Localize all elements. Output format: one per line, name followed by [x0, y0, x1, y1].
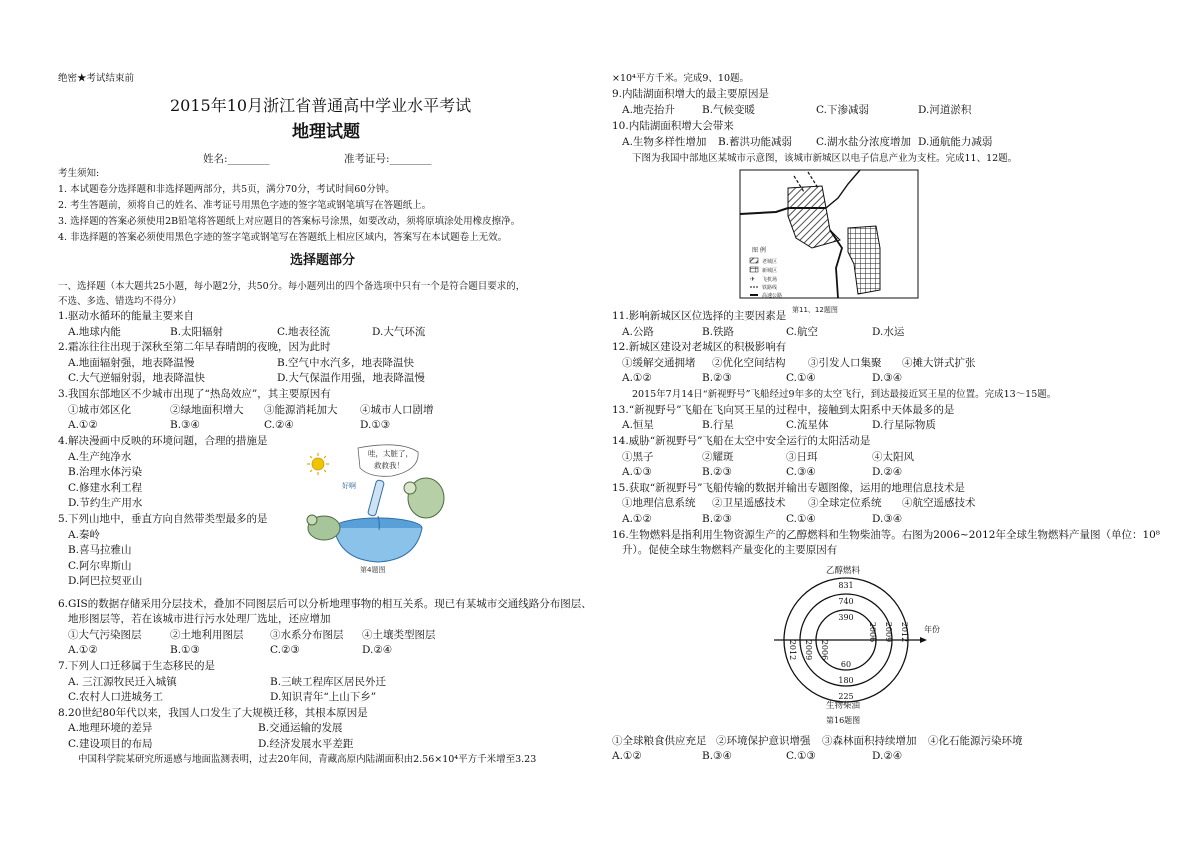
option: B.①③ [170, 644, 200, 656]
ethanol-year-label: 2006 [868, 621, 877, 643]
option: D.①③ [360, 419, 391, 431]
chart-top-label: 乙醇燃料 [826, 566, 861, 576]
option: A.秦岭 [68, 529, 100, 541]
option: ②卫星遥感技术 [712, 497, 786, 509]
option: D.经济发展水平差距 [258, 738, 354, 750]
question-stem: 14.威胁“新视野号”飞船在太空中安全运行的太阳活动是 [612, 435, 871, 447]
question-stem: 10.内陆湖面积增大会带来 [612, 120, 734, 132]
question-stem: 4.解决漫画中反映的环境问题，合理的措施是 [58, 435, 268, 447]
option: D.②④ [872, 750, 903, 762]
diesel-year-label: 2009 [804, 639, 813, 661]
cartoon-label: 好啊 [342, 482, 356, 490]
legend-label: 铁路线 [762, 285, 778, 291]
option: C.②④ [264, 419, 294, 431]
axis-arrow-icon [920, 637, 927, 643]
question-stem: 6.GIS的数据存储采用分层技术，叠加不同图层后可以分析地理事物的相互关系。现已有某城市交通线路分布图层、 [58, 598, 592, 610]
option: ③全球定位系统 [808, 497, 882, 509]
option: B.气候变暖 [702, 104, 756, 116]
option: A.地面辐射强，地表降温慢 [68, 357, 195, 369]
option: B.三峡工程库区居民外迁 [270, 676, 387, 688]
legend-label: 老城区 [762, 259, 778, 265]
option: C.地表径流 [277, 326, 330, 338]
section-title: 选择题部分 [290, 253, 356, 268]
question-stem: 升）。促使全球生物燃料产量变化的主要原因有 [622, 544, 838, 556]
question-stem: 3.我国东部地区不少城市出现了“热岛效应”，其主要原因有 [58, 388, 331, 400]
question-stem: 11.影响新城区区位选择的主要因素是 [612, 310, 787, 322]
option: ①全球粮食供应充足 [612, 735, 707, 747]
secret-label: 绝密★考试结束前 [58, 73, 135, 84]
diesel-value-label: 180 [838, 676, 854, 685]
option: A.①② [622, 372, 652, 384]
question-stem: 16.生物燃料是指利用生物资源生产的乙醇燃料和生物柴油等。右图为2006~2012年全球生物燃料产量图（单位：10⁸ [612, 529, 1161, 541]
question-stem: 地形图层等，若在该城市进行污水处理厂选址，还应增加 [68, 613, 331, 625]
option: D.阿巴拉契亚山 [68, 575, 143, 587]
notice-item: 3. 选择题的答案必须使用2B铅笔将答题纸上对应题目的答案标号涂黑，如要改动，须将原填涂处用橡皮擦净。 [58, 216, 521, 227]
option: ③引发人口集聚 [808, 357, 882, 369]
option: A.地壳抬升 [622, 104, 675, 116]
section-intro: 一、选择题（本大题共25小题，每小题2分，共50分。每小题列出的四个备选项中只有一个是符合题目要求的， [58, 281, 526, 292]
option: A.①② [68, 644, 98, 656]
option: C.②③ [270, 644, 300, 656]
option: D.大气环流 [372, 326, 426, 338]
question-stem: 2.霜冻往往出现于深秋至第二年早春晴朗的夜晚，因为此时 [58, 341, 331, 353]
option: ②土地利用图层 [170, 629, 244, 641]
option: D.大气保温作用强，地表降温慢 [277, 372, 425, 384]
axis-label: 年份 [924, 625, 940, 634]
section-intro: 不选、多选、错选均不得分） [58, 296, 182, 307]
legend-swatch [750, 267, 758, 272]
option: ④化石能源污染环境 [928, 735, 1023, 747]
option: C.①④ [786, 513, 816, 525]
passage-text: 下图为我国中部地区某城市示意图，该城市新城区以电子信息产业为支柱。完成11、12题。 [632, 153, 1018, 164]
option: D.河道淤积 [918, 104, 972, 116]
option: C.阿尔卑斯山 [68, 560, 132, 572]
diesel-year-label: 2006 [820, 639, 829, 661]
option: B.喜马拉雅山 [68, 544, 132, 556]
option: ①大气污染图层 [68, 629, 142, 641]
option: D.③④ [872, 513, 903, 525]
question-stem: 12.新城区建设对老城区的积极影响有 [612, 341, 787, 353]
option: D.②④ [362, 644, 393, 656]
passage-text: 2015年7月14日“新视野号”飞船经过9年多的太空飞行，到达最接近冥王星的位置。完成13～15题。 [632, 389, 1057, 400]
option: ④航空遥感技术 [902, 497, 976, 509]
option: A.公路 [622, 326, 654, 338]
passage-text: ×10⁴平方千米。完成9、10题。 [612, 73, 749, 84]
option: B.空气中水汽多，地表降温快 [277, 357, 415, 369]
figure-caption: 第16题图 [826, 716, 861, 725]
figure-caption: 第11、12题图 [792, 306, 838, 314]
passage-text: 中国科学院某研究所遥感与地面监测表明，过去20年间，青藏高原内陆湖面积由2.56×10⁴平方千米增至3.23 [78, 754, 537, 765]
option: ①黑子 [622, 451, 654, 463]
option: D.③④ [872, 372, 903, 384]
figure-caption: 第4题图 [360, 566, 386, 574]
option: B.行星 [702, 419, 735, 431]
option: ④土壤类型图层 [362, 629, 436, 641]
option: B.②③ [702, 513, 732, 525]
option: ②绿地面积增大 [170, 404, 244, 416]
option: B.铁路 [702, 326, 735, 338]
option: D.通航能力减弱 [918, 136, 993, 148]
option: C.①④ [786, 372, 816, 384]
option: C.③④ [786, 466, 816, 478]
option: A.地球内能 [68, 326, 121, 338]
option: A.生物多样性增加 [622, 136, 707, 148]
city-map [730, 168, 920, 316]
option: A.①② [622, 513, 652, 525]
option: C.建设项目的布局 [68, 738, 153, 750]
option: ①地理信息系统 [622, 497, 696, 509]
option: B.③④ [702, 750, 732, 762]
option: ③日珥 [786, 451, 818, 463]
option: B.交通运输的发展 [258, 722, 343, 734]
chart-bottom-label: 生物柴油 [826, 701, 861, 711]
ethanol-year-label: 2009 [884, 621, 893, 643]
id-field-label: 准考证号:________ [344, 153, 432, 165]
option: D.②④ [872, 466, 903, 478]
ethanol-value-label: 740 [838, 597, 854, 606]
option: C.农村人口进城务工 [68, 691, 163, 703]
option: D.水运 [872, 326, 905, 338]
bottle-icon [367, 480, 384, 517]
option: ③森林面积持续增加 [822, 735, 917, 747]
exam-title: 2015年10月浙江省普通高中学业水平考试 [170, 96, 472, 115]
option: A. 三江源牧民迁入城镇 [68, 676, 177, 688]
option: B.③④ [170, 419, 200, 431]
option: ②环境保护意识增强 [716, 735, 811, 747]
option: ③能源消耗加大 [264, 404, 338, 416]
option: ②优化空间结构 [712, 357, 786, 369]
question-stem: 7.下列人口迁移属于生态移民的是 [58, 660, 216, 672]
speech-text: 救救我！ [374, 461, 404, 470]
pollution-cartoon [300, 440, 460, 575]
question-stem: 8.20世纪80年代以来，我国人口发生了大规模迁移，其根本原因是 [58, 707, 368, 719]
option: A.生产纯净水 [68, 451, 132, 463]
option: A.地理环境的差异 [68, 722, 153, 734]
basin-body [334, 528, 422, 562]
option: ③水系分布图层 [270, 629, 344, 641]
legend-label: 飞机场 [762, 277, 778, 283]
biofuel-chart [760, 560, 940, 728]
option: C.航空 [786, 326, 818, 338]
option: ②耀斑 [702, 451, 734, 463]
notice-item: 2. 考生答题前，须将自己的姓名、准考证号用黑色字迹的签字笔或钢笔填写在答题纸上。 [58, 200, 432, 211]
option: C.①③ [786, 750, 816, 762]
option: D.知识青年“上山下乡” [270, 691, 377, 703]
question-stem: 13.“新视野号”飞船在飞向冥王星的过程中，接触到太阳系中天体最多的是 [612, 404, 955, 416]
airport-icon: ✈ [750, 276, 756, 283]
option: D.节约生产用水 [68, 497, 143, 509]
ethanol-year-label: 2012 [900, 621, 909, 643]
option: ①缓解交通拥堵 [622, 357, 696, 369]
notice-heading: 考生须知: [58, 168, 100, 179]
subject-title: 地理试题 [292, 122, 360, 142]
option: C.修建水利工程 [68, 482, 142, 494]
option: ④摊大饼式扩张 [902, 357, 976, 369]
option: A.①③ [622, 466, 652, 478]
option: B.②③ [702, 466, 732, 478]
question-stem: 15.获取“新视野号”飞船传输的数据并输出专题图像，运用的地理信息技术是 [612, 482, 965, 494]
question-stem: 5.下列山地中，垂直方向自然带类型最多的是 [58, 513, 268, 525]
speech-text: 哇，太脏了， [368, 449, 413, 458]
option: A.①② [68, 419, 98, 431]
diesel-value-label: 60 [840, 660, 852, 669]
option: C.大气逆辐射弱，地表降温快 [68, 372, 205, 384]
notice-item: 1. 本试题卷分选择题和非选择题两部分，共5页，满分70分，考试时间60分钟。 [58, 184, 395, 195]
option: C.湖水盐分浓度增加 [816, 136, 911, 148]
option: C.下渗减弱 [816, 104, 869, 116]
ethanol-value-label: 831 [838, 581, 854, 590]
sun-icon [307, 453, 329, 475]
question-stem: 1.驱动水循环的能量主要来自 [58, 310, 195, 322]
option: D.行星际物质 [872, 419, 936, 431]
option: A.①② [612, 750, 642, 762]
legend-title: 图 例 [752, 247, 766, 254]
diesel-value-label: 225 [838, 692, 854, 701]
diesel-year-label: 2012 [788, 639, 797, 661]
legend-label: 高速公路 [762, 293, 783, 299]
option: B.治理水体污染 [68, 466, 143, 478]
ethanol-value-label: 390 [838, 613, 854, 622]
option: B.②③ [702, 372, 732, 384]
option: ④城市人口剧增 [360, 404, 434, 416]
notice-item: 4. 非选择题的答案必须使用黑色字迹的签字笔或钢笔写在答题纸上相应区域内，答案写在本试题卷上无效。 [58, 232, 508, 243]
question-stem: 9.内陆湖面积增大的最主要原因是 [612, 88, 770, 100]
option: A.恒星 [622, 419, 654, 431]
legend-swatch [750, 258, 758, 263]
legend-label: 新城区 [762, 268, 778, 274]
option: ④太阳风 [872, 451, 914, 463]
option: B.太阳辐射 [170, 326, 224, 338]
option: ①城市郊区化 [68, 404, 131, 416]
name-field-label: 姓名:________ [203, 153, 270, 165]
option: C.流星体 [786, 419, 829, 431]
option: B.蓄洪功能减弱 [718, 136, 793, 148]
